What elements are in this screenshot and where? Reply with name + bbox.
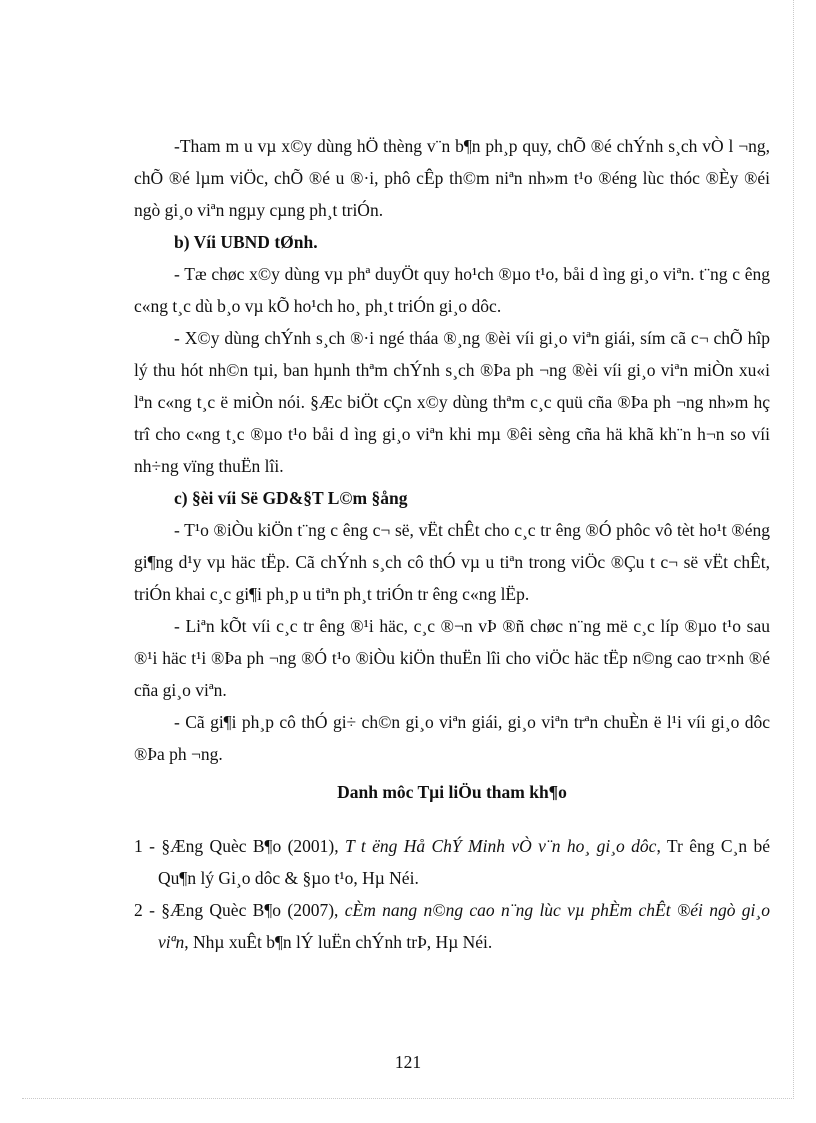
reference-number: 1 - bbox=[134, 836, 155, 856]
paragraph: - T¹o ®iÒu kiÖn t¨ng c êng c¬ së, vËt chÊt cho c¸c tr êng ®Ó phôc vô tèt ho¹t ®éng gi¶ng d¹y vµ häc tËp. Cã chÝnh s¸ch cô thÓ vµ u tiªn trong viÖc ®Çu t c¬ së vËt chÊt, triÓn khai c¸c gi¶i ph¸p u tiªn ph¸t triÓn tr êng c«ng lËp. bbox=[134, 520, 770, 604]
reference-author: §Æng Quèc B¶o (2001), bbox=[161, 836, 346, 856]
paragraph: -Tham m u vµ x©y dùng hÖ thèng v¨n b¶n ph¸p quy, chÕ ®é chÝnh s¸ch vÒ l ¬ng, chÕ ®é lµm viÖc, chÕ ®é u ®·i, phô cÊp th©m niªn nh»m t¹o ®éng lùc thóc ®Èy ®éi ngò gi¸o viªn ngµy cµng ph¸t triÓn. bbox=[134, 136, 770, 220]
page-border-bottom bbox=[22, 1098, 794, 1099]
document-body bbox=[134, 130, 770, 958]
reference-author: §Æng Quèc B¶o (2007), bbox=[161, 900, 345, 920]
page-border-right bbox=[793, 0, 794, 1099]
reference-publisher: , Nhµ xuÊt b¶n lÝ luËn chÝnh trÞ, Hµ Néi. bbox=[184, 932, 493, 952]
references-title: Danh môc Tµi liÖu tham kh¶o bbox=[337, 782, 567, 802]
paragraph: - Tæ chøc x©y dùng vµ phª duyÖt quy ho¹ch ®µo t¹o, båi d ìng gi¸o viªn. t¨ng c êng c«ng t¸c dù b¸o vµ kÕ ho¹ch ho¸ ph¸t triÓn gi¸o dôc. bbox=[134, 264, 770, 316]
reference-number: 2 - bbox=[134, 900, 155, 920]
paragraph: - X©y dùng chÝnh s¸ch ®·i ngé tháa ®¸ng ®èi víi gi¸o viªn giái, sím cã c¬ chÕ hîp lý thu hót nh©n tµi, ban hµnh thªm chÝnh s¸ch ®Þa ph ¬ng ®èi víi gi¸o viªn miÒn xu«i lªn c«ng t¸c ë miÒn nói. §Æc biÖt cÇn x©y dùng thªm c¸c quü cña ®Þa ph ¬ng nh»m hç trî cho c«ng t¸c ®µo t¹o båi d ìng gi¸o viªn khi mµ ®êi sèng cña hä khã kh¨n h¬n so víi nh÷ng vïng thuËn lîi. bbox=[134, 328, 770, 476]
reference-item bbox=[134, 830, 770, 894]
section-heading-c: c) §èi víi Së GD&§T L©m §ång bbox=[174, 488, 408, 508]
reference-work: T t ëng Hå ChÝ Minh vÒ v¨n ho¸ gi¸o dôc bbox=[345, 836, 657, 856]
reference-item bbox=[134, 894, 770, 958]
paragraph: - Liªn kÕt víi c¸c tr êng ®¹i häc, c¸c ®¬n vÞ ®ñ chøc n¨ng më c¸c líp ®µo t¹o sau ®¹i häc t¹i ®Þa ph ¬ng ®Ó t¹o ®iÒu kiÖn thuËn lîi cho viÖc häc tËp n©ng cao tr×nh ®é cña gi¸o viªn. bbox=[134, 616, 770, 700]
reference-work: cÈm nang n©ng cao n¨ng lùc vµ phÈm chÊt ®éi ngò gi¸o viªn bbox=[158, 900, 770, 952]
section-heading-b: b) Víi UBND tØnh. bbox=[174, 232, 318, 252]
page-number: 121 bbox=[394, 1052, 422, 1072]
paragraph: - Cã gi¶i ph¸p cô thÓ gi÷ ch©n gi¸o viªn giái, gi¸o viªn trªn chuÈn ë l¹i víi gi¸o dôc ®Þa ph ¬ng. bbox=[134, 712, 770, 764]
reference-publisher: , Tr êng C¸n bé Qu¶n lý Gi¸o dôc & §µo t¹o, Hµ Néi. bbox=[158, 836, 771, 888]
